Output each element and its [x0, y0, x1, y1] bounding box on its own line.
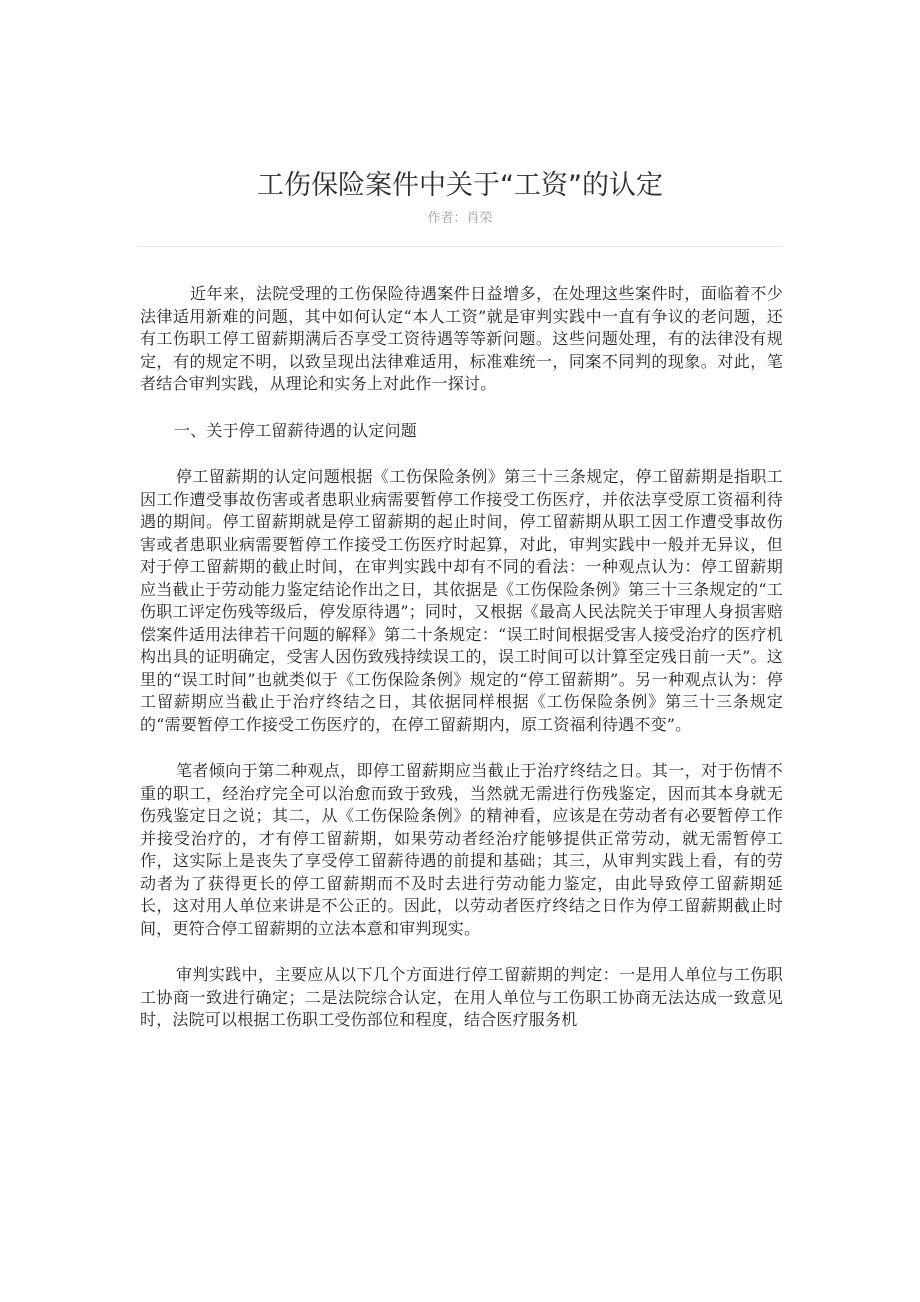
paragraph-practice: 审判实践中，主要应从以下几个方面进行停工留薪期的判定：一是用人单位与工伤职工协商一致进行确定；二是法院综合认定，在用人单位与工伤职工协商无法达成一致意见时，法院可以根据工伤职工受伤部位和程度，结合医疗服务机	[140, 965, 783, 1029]
paragraph-opinion: 笔者倾向于第二种观点，即停工留薪期应当截止于治疗终结之日。其一，对于伤情不重的职工，经治疗完全可以治愈而致于致残，当然就无需进行伤残鉴定，因而其本身就无伤残鉴定日之说；其二，从《工伤保险条例》的精神看，应该是在劳动者有必要暂停工作并接受治疗的，才有停工留薪期，如果劳动者经治疗能够提供正常劳动，就无需暂停工作，这实际上是丧失了享受停工留薪待遇的前提和基础；其三，从审判实践上看，有的劳动者为了获得更长的停工留薪期而不及时去进行劳动能力鉴定，由此导致停工留薪期延长，这对用人单位来讲是不公正的。因此，以劳动者医疗终结之日作为停工留薪期截止时间，更符合停工留薪期的立法本意和审判现实。	[140, 761, 783, 938]
document-title: 工伤保险案件中关于“工资”的认定	[257, 170, 663, 201]
title-divider	[137, 246, 783, 247]
paragraph-intro: 近年来，法院受理的工伤保险待遇案件日益增多，在处理这些案件时，面临着不少法律适用新难的问题，其中如何认定“本人工资”就是审判实践中一直有争议的老问题，还有工伤职工停工留薪期满后否享受工资待遇等等新问题。这些问题处理，有的法律没有规定，有的规定不明，以致呈现出法律难适用，标准难统一，同案不同判的现象。对此，笔者结合审判实践，从理论和实务上对此作一探讨。	[140, 284, 783, 393]
section-heading: 一、关于停工留薪待遇的认定问题	[174, 420, 418, 440]
document-author: 作者：肖荣	[427, 211, 493, 226]
document-body	[140, 283, 783, 1056]
paragraph-definition: 停工留薪期的认定问题根据《工伤保险条例》第三十三条规定，停工留薪期是指职工因工作遭受事故伤害或者患职业病需要暂停工作接受工伤医疗，并依法享受原工资福利待遇的期间。停工留薪期就是停工留薪期的起止时间，停工留薪期从职工因工作遭受事故伤害或者患职业病需要暂停工作接受工伤医疗时起算，对此，审判实践中一般并无异议，但对于停工留薪期的截止时间，在审判实践中却有不同的看法：一种观点认为：停工留薪期应当截止于劳动能力鉴定结论作出之日，其依据是《工伤保险条例》第三十三条规定的“工伤职工评定伤残等级后，停发原待遇”；同时，又根据《最高人民法院关于审理人身损害赔偿案件适用法律若干问题的解释》第二十条规定：“误工时间根据受害人接受治疗的医疗机构出具的证明确定，受害人因伤致残持续误工的，误工时间可以计算至定残日前一天”。这里的“误工时间”也就类似于《工伤保险条例》规定的“停工留薪期”。另一种观点认为：停工留薪期应当截止于治疗终结之日，其依据同样根据《工伤保险条例》第三十三条规定的“需要暂停工作接受工伤医疗的，在停工留薪期内，原工资福利待遇不变”。	[140, 467, 783, 734]
